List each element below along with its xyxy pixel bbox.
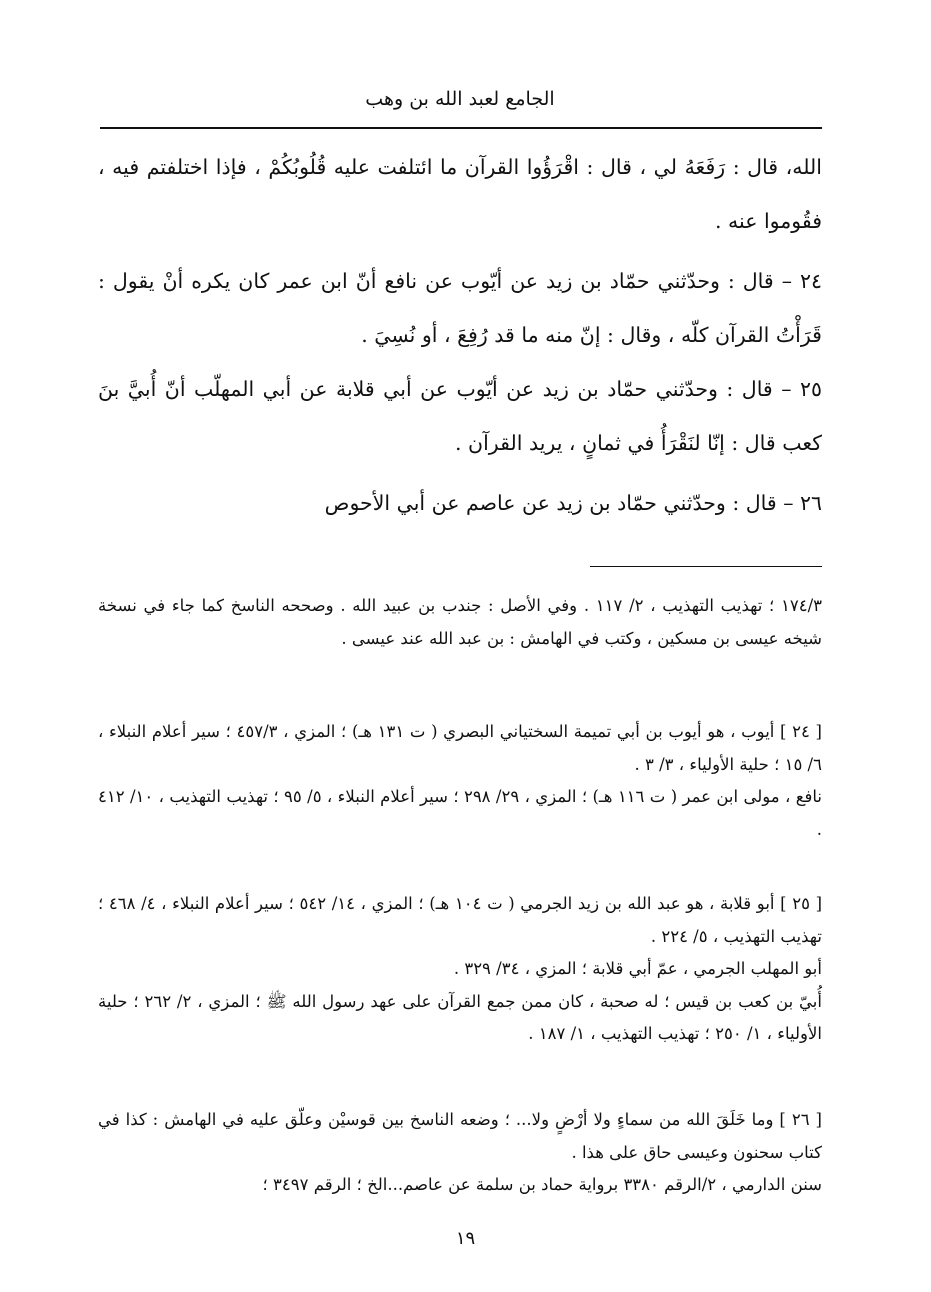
body-paragraph xyxy=(98,254,822,362)
footnote-24-nafi: نافع ، مولى ابن عمر ( ت ١١٦ هـ) ؛ المزي ، ٢٩/ ٢٩٨ ؛ سير أعلام النبلاء ، ٥/ ٩٥ ؛ تهذيب التهذيب ، ١٠/ ٤١٢ . xyxy=(98,787,822,839)
footnote-25-abu-qilaba: [ ٢٥ ] أبو قلابة ، هو عبد الله بن زيد الجرمي ( ت ١٠٤ هـ) ؛ المزي ، ١٤/ ٥٤٢ ؛ سير أعلام النبلاء ، ٤/ ٤٦٨ ؛ تهذيب التهذيب ، ٥/ ٢٢٤ . xyxy=(98,894,823,946)
header-rule xyxy=(100,127,822,129)
body-p4-hadith-26: ٢٦ – قال : وحدّثني حمّاد بن زيد عن عاصم عن أبي الأحوص xyxy=(324,491,822,515)
footnote-block xyxy=(98,716,822,846)
body-p3-hadith-25: ٢٥ – قال : وحدّثني حمّاد بن زيد عن أيّوب عن أبي قلابة عن أبي المهلّب أنّ أُبيَّ بنَ كعب قال : إنّا لنَقْرَأُ في ثمانٍ ، يريد القرآن . xyxy=(98,377,822,455)
footnote-1: ١٧٤/٣ ؛ تهذيب التهذيب ، ٢/ ١١٧ . وفي الأصل : جندب بن عبيد الله . وصححه الناسخ كما جاء في نسخة شيخه عيسى بن مسكين ، وكتب في الهامش : بن عبد الله عند عيسى . xyxy=(98,596,822,648)
footnote-block xyxy=(98,888,822,1051)
body-p1: الله، قال : رَفَعَهُ لي ، قال : اقْرَؤُوا القرآن ما ائتلفت عليه قُلُوبُكُمْ ، فإذا اختلفتم فيه ، فقُوموا عنه . xyxy=(98,155,822,233)
footnote-block xyxy=(98,1104,822,1202)
footnote-25-abu-muhallab: أبو المهلب الجرمي ، عمّ أبي قلابة ؛ المزي ، ٣٤/ ٣٢٩ . xyxy=(453,959,822,978)
body-paragraph xyxy=(98,362,822,470)
footnote-24-ayyub: [ ٢٤ ] أيوب ، هو أيوب بن أبي تميمة السختياني البصري ( ت ١٣١ هـ) ؛ المزي ، ٤٥٧/٣ ؛ سير أعلام النبلاء ، ٦/ ١٥ ؛ حلية الأولياء ، ٣/ ٣ . xyxy=(98,722,822,774)
running-head: الجامع لعبد الله بن وهب xyxy=(365,88,555,110)
footnote-rule xyxy=(590,566,822,567)
body-p2-hadith-24: ٢٤ – قال : وحدّثني حمّاد بن زيد عن أيّوب عن نافع أنّ ابن عمر كان يكره أنْ يقول : قَرَأْتُ القرآن كلّه ، وقال : إنّ منه ما قد رُفِعَ ، أو نُسِيَ . xyxy=(98,269,822,347)
footnote-25-ubayy: أُبيّ بن كعب بن قيس ؛ له صحبة ، كان ممن جمع القرآن على عهد رسول الله ﷺ ؛ المزي ، ٢/ ٢٦٢ ؛ حلية الأولياء ، ١/ ٢٥٠ ؛ تهذيب التهذيب ، ١/ ١٨٧ . xyxy=(98,991,822,1043)
body-paragraph xyxy=(98,140,822,248)
page-number: ١٩ xyxy=(455,1228,476,1249)
footnote-26-note: [ ٢٦ ] وما خَلَقَ الله من سماءٍ ولا أرْضٍ ولا... ؛ وضعه الناسخ بين قوسيْن وعلّق عليه في الهامش : كذا في كتاب سحنون وعيسى حاق على هذا . xyxy=(98,1110,822,1162)
footnote-26-darimi: سنن الدارمي ، ٢/الرقم ٣٣٨٠ برواية حماد بن سلمة عن عاصم...الخ ؛ الرقم ٣٤٩٧ ؛ xyxy=(262,1175,822,1194)
body-paragraph xyxy=(98,476,822,530)
footnote-block xyxy=(98,590,822,655)
